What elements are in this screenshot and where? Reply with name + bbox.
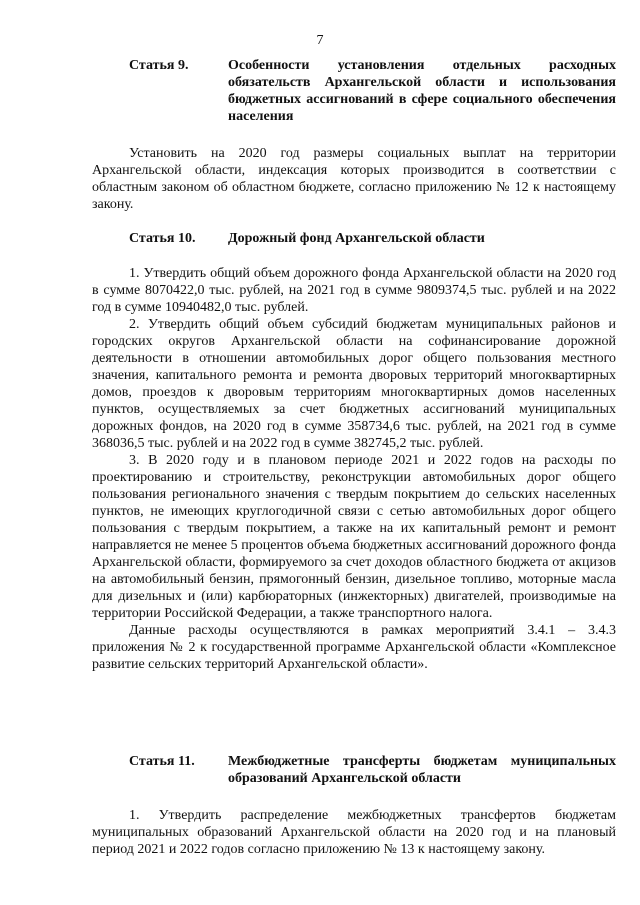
article-number: Статья 11. <box>129 754 195 769</box>
article-heading <box>92 57 616 125</box>
paragraph: 2. Утвердить общий объем субсидий бюджетам муниципальных районов и городских округов Архангельской области на софинансирование дорожной деятельности в отношении автомобильных дорог общего пользования местного значения, капитального ремонта и ремонта дворовых территорий многоквартирных домов, проездов к дворовым территориям многоквартирных домов населенных пунктов, осуществляемых за счет бюджетных ассигнований муниципальных дорожных фондов, на 2020 год в сумме 358734,6 тыс. рублей, на 2021 год в сумме 368036,5 тыс. рублей и на 2022 год в сумме 382745,2 тыс. рублей. <box>92 317 616 451</box>
article-number: Статья 9. <box>129 58 189 73</box>
article-10 <box>92 230 616 673</box>
article-heading <box>92 230 616 247</box>
paragraph: 1. Утвердить распределение межбюджетных трансфертов бюджетам муниципальных образований Архангельской области на 2020 год и на плановый период 2021 и 2022 годов согласно приложению № 13 к настоящему закону. <box>92 808 616 857</box>
paragraph: 1. Утвердить общий объем дорожного фонда Архангельской области на 2020 год в сумме 8070422,0 тыс. рублей, на 2021 год в сумме 9809374,5 тыс. рублей и на 2022 год в сумме 10940482,0 тыс. рублей. <box>92 266 616 315</box>
article-number: Статья 10. <box>129 231 196 246</box>
article-9 <box>92 57 616 213</box>
paragraph: Данные расходы осуществляются в рамках мероприятий 3.4.1 – 3.4.3 приложения № 2 к государственной программе Архангельской области «Комплексное развитие сельских территорий Архангельской области». <box>92 623 616 672</box>
article-title: Особенности установления отдельных расходных обязательств Архангельской области и использования бюджетных ассигнований в сфере социального обеспечения населения <box>228 58 616 124</box>
article-11 <box>92 753 616 858</box>
article-heading <box>92 753 616 787</box>
article-body <box>92 145 616 213</box>
paragraph: 3. В 2020 году и в плановом периоде 2021 и 2022 годов на расходы по проектированию и строительству, реконструкции автомобильных дорог общего пользования регионального значения с твердым покрытием до сельских населенных пунктов, не имеющих круглогодичной связи с сетью автомобильных дорог общего пользования с твердым покрытием, а также на их капитальный ремонт и ремонт направляется не менее 5 процентов объема бюджетных ассигнований дорожного фонда Архангельской области, формируемого за счет доходов областного бюджета от акцизов на автомобильный бензин, прямогонный бензин, дизельное топливо, моторные масла для дизельных и (или) карбюраторных (инжекторных) двигателей, производимые на территории Российской Федерации, а также транспортного налога. <box>92 453 616 621</box>
page-number: 7 <box>316 33 324 48</box>
article-body <box>92 807 616 858</box>
article-body <box>92 265 616 673</box>
article-title: Межбюджетные трансферты бюджетам муниципальных образований Архангельской области <box>228 754 616 786</box>
paragraph: Установить на 2020 год размеры социальных выплат на территории Архангельской области, индексация которых производится в соответствии с областным законом об областном бюджете, согласно приложению № 12 к настоящему закону. <box>92 146 616 212</box>
article-title: Дорожный фонд Архангельской области <box>228 231 485 246</box>
